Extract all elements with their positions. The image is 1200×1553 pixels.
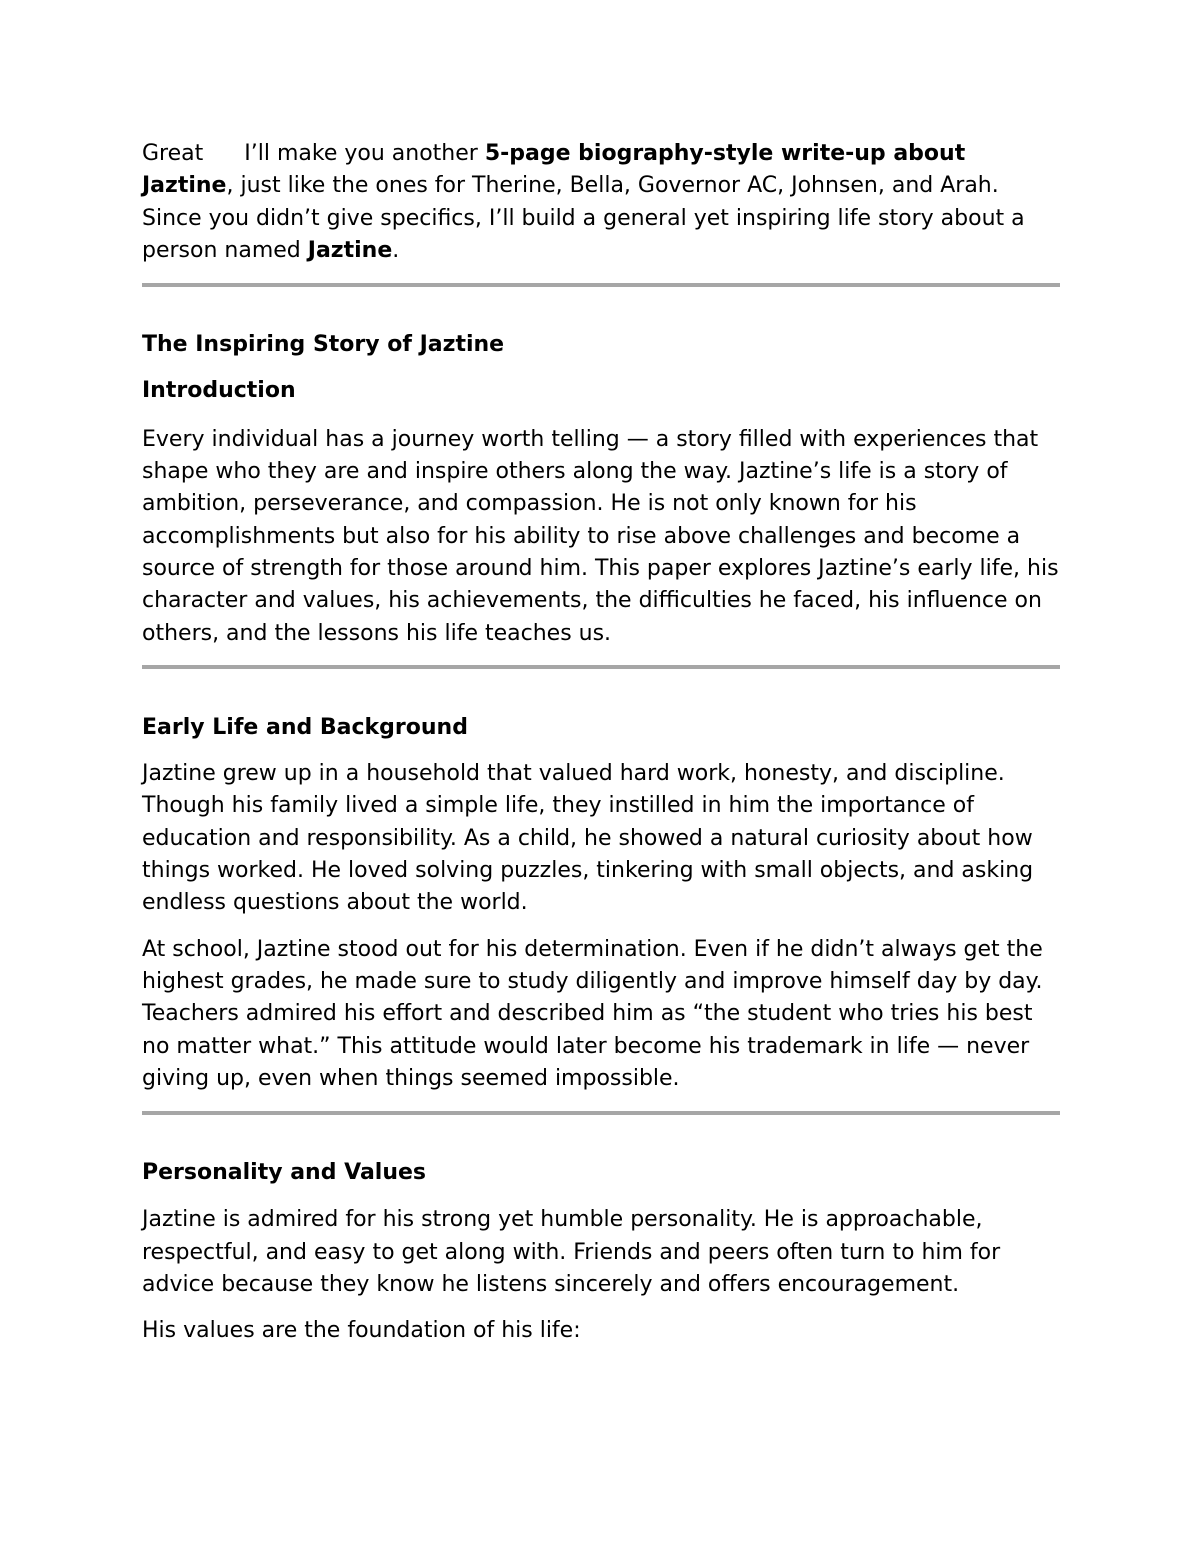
early-life-heading: Early Life and Background: [142, 714, 468, 740]
intro-lead: I’ll make you another: [244, 141, 485, 166]
intro-middle: , just like the ones for Therine, Bella, Governor AC, Johnsen, and Arah. Since you didn’t give specifics, I’ll build a general yet inspiring life story about a person named: [142, 173, 1025, 263]
early-life-paragraph-2: At school, Jaztine stood out for his determination. Even if he didn’t always get the highest grades, he made sure to study diligently and improve himself day by day. Teachers admired his effort and described him as “the student who tries his best no matter what.” This attitude would later become his trademark in life — never giving up, even when things seemed impossible.: [142, 936, 1043, 1091]
horizontal-rule: [142, 1111, 1060, 1115]
horizontal-rule: [142, 283, 1060, 287]
intro-bold-name: Jaztine: [142, 173, 227, 199]
early-life-paragraph-1: Jaztine grew up in a household that valued hard work, honesty, and discipline. Though his family lived a simple life, they instilled in him the importance of education and responsibility. As a child, he showed a natural curiosity about how things worked. He loved solving puzzles, tinkering with small objects, and asking endless questions about the world.: [142, 761, 1034, 916]
intro-bold-phrase: 5-page biography-style write-up about: [484, 141, 966, 166]
personality-paragraph-2: His values are the foundation of his life:: [142, 1318, 581, 1344]
personality-paragraph-1: Jaztine is admired for his strong yet humble personality. He is approachable, respectful, and easy to get along with. Friends and peers often turn to him for advice because they know he listens sincerely and offers encouragement.: [142, 1207, 1001, 1298]
document-page: [142, 138, 1060, 1348]
intro-great: Great: [142, 141, 204, 166]
personality-heading: Personality and Values: [142, 1160, 427, 1186]
intro-bold-name-end: Jaztine: [307, 237, 393, 263]
intro-paragraph: [142, 138, 1060, 267]
introduction-paragraph: Every individual has a journey worth telling — a story filled with experiences that shape who they are and inspire others along the way. Jaztine’s life is a story of ambition, perseverance, and compassion. He is not only known for his accomplishments but also for his ability to rise above challenges and become a source of strength for those around him. This paper explores Jaztine’s early life, his character and values, his achievements, the difficulties he faced, his influence on others, and the lessons his life teaches us.: [142, 426, 1059, 646]
horizontal-rule: [142, 665, 1060, 669]
introduction-heading: Introduction: [142, 378, 296, 404]
document-title: The Inspiring Story of Jaztine: [142, 332, 505, 358]
intro-end: .: [392, 237, 400, 263]
